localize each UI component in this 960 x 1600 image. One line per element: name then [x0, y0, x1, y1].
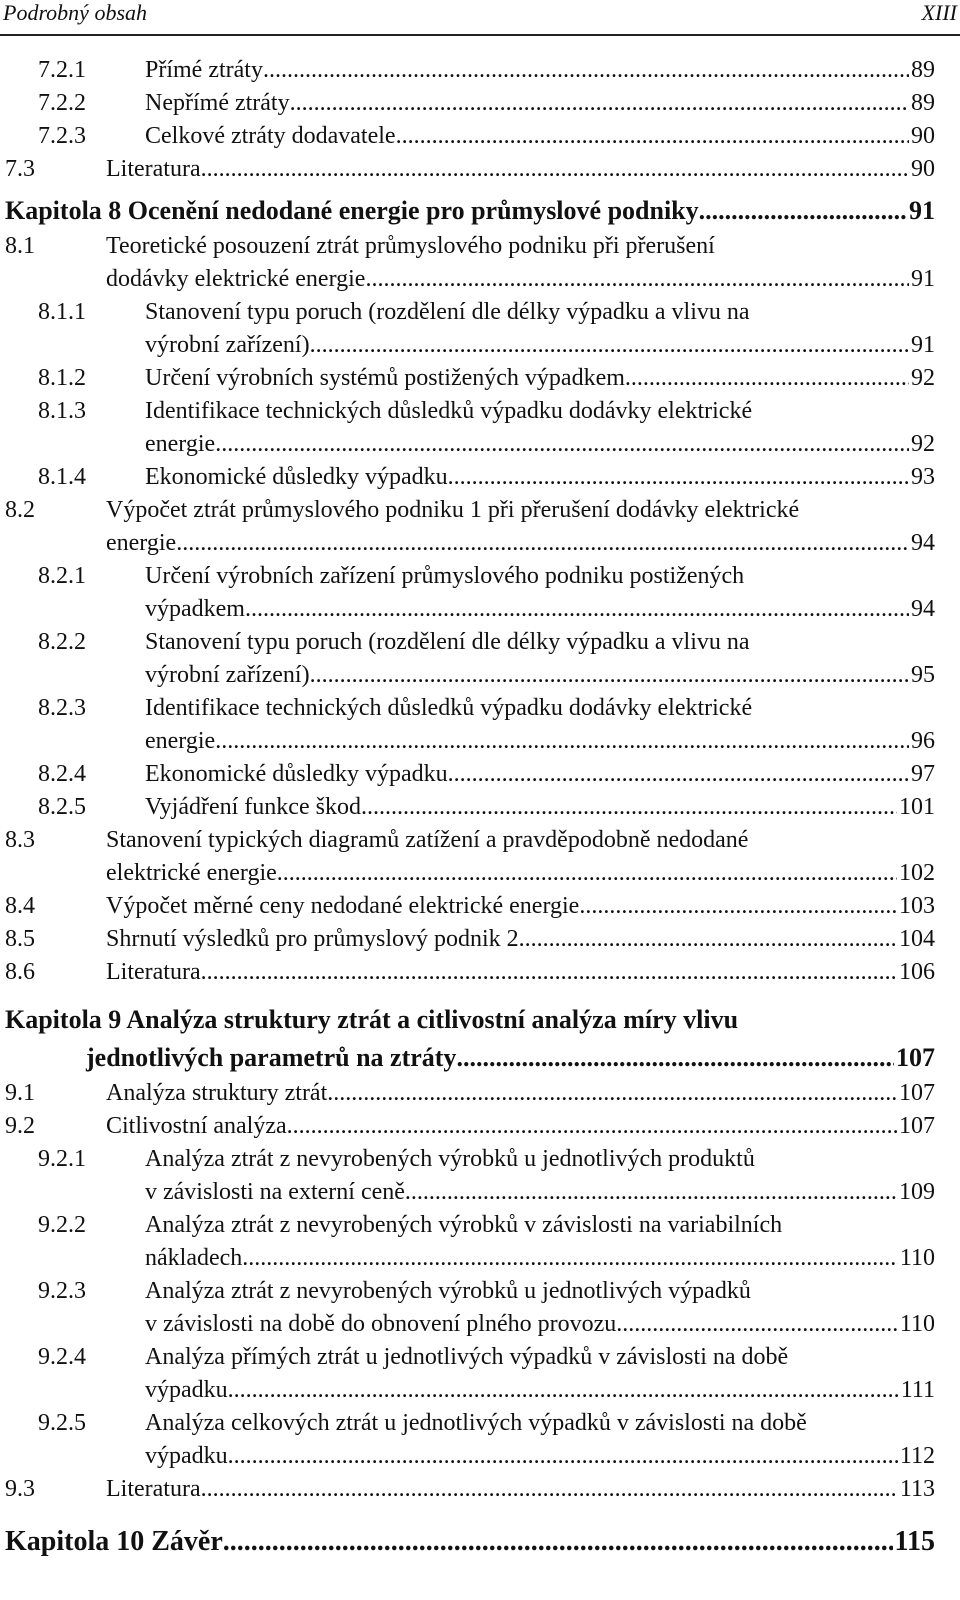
entry-number: 8.2.4: [38, 761, 86, 787]
entry-last-line: [145, 1440, 935, 1473]
entry-last-line: [106, 1110, 935, 1143]
entry-last-line: [145, 329, 935, 362]
dot-leader: [310, 659, 909, 692]
toc-section-entry: [0, 824, 960, 890]
entry-title: energie: [106, 530, 177, 556]
entry-page-number: 113: [899, 1476, 935, 1502]
entry-page-number: 109: [899, 1179, 935, 1205]
entry-last-line: [106, 1077, 935, 1110]
entry-last-line: [106, 263, 935, 296]
entry-title-line: Stanovení typických diagramů zatížení a pravděpodobně nedodané: [106, 827, 749, 853]
entry-last-line: [5, 1522, 935, 1562]
entry-number: 8.2.2: [38, 629, 86, 655]
dot-leader: [699, 192, 907, 230]
dot-leader: [223, 1522, 893, 1562]
entry-page-number: 89: [911, 90, 935, 116]
entry-last-line: [106, 1473, 935, 1506]
entry-title: Nepřímé ztráty: [145, 90, 290, 116]
entry-title-line: Analýza ztrát z nevyrobených výrobků v závislosti na variabilních: [145, 1212, 783, 1238]
entry-title-line: Analýza celkových ztrát u jednotlivých výpadků v závislosti na době: [145, 1410, 807, 1436]
entry-number: 8.3: [5, 827, 35, 853]
entry-page-number: 91: [911, 266, 935, 292]
entry-title-line: Analýza ztrát z nevyrobených výrobků u jednotlivých produktů: [145, 1146, 755, 1172]
entry-page-number: 95: [911, 662, 935, 688]
entry-last-line: [145, 461, 935, 494]
entry-page-number: 97: [911, 761, 935, 787]
entry-page-number: 92: [911, 365, 935, 391]
entry-number: 8.2.5: [38, 794, 86, 820]
dot-leader: [579, 890, 897, 923]
entry-number: 9.2.2: [38, 1212, 86, 1238]
toc-subsection-entry: [0, 791, 960, 824]
entry-number: 7.2.1: [38, 57, 86, 83]
entry-number: 8.1: [5, 233, 35, 259]
toc-section-entry: [0, 153, 960, 186]
entry-number: 8.1.4: [38, 464, 86, 490]
entry-number: 8.5: [5, 926, 35, 952]
entry-number: 9.2.3: [38, 1278, 86, 1304]
entry-number: 9.2.4: [38, 1344, 86, 1370]
entry-page-number: 111: [900, 1377, 935, 1403]
entry-page-number: 93: [911, 464, 935, 490]
entry-title: jednotlivých parametrů na ztráty: [86, 1043, 457, 1072]
entry-page-number: 110: [899, 1311, 935, 1337]
entry-title-line: Identifikace technických důsledků výpadku dodávky elektrické: [145, 695, 753, 721]
entry-page-number: 102: [899, 860, 935, 886]
entry-title: Přímé ztráty: [145, 57, 263, 83]
entry-title: výpadkem: [145, 596, 245, 622]
entry-last-line: [145, 120, 935, 153]
entry-page-number: 91: [911, 332, 935, 358]
entry-last-line: [145, 659, 935, 692]
dot-leader: [176, 527, 909, 560]
entry-title: energie: [145, 431, 216, 457]
entry-title-line: Teoretické posouzení ztrát průmyslového podniku při přerušení: [106, 233, 715, 259]
entry-number: 8.2.3: [38, 695, 86, 721]
entry-title: Vyjádření funkce škod: [145, 794, 361, 820]
dot-leader: [625, 362, 909, 395]
entry-last-line: [106, 153, 935, 186]
entry-last-line: [145, 1242, 935, 1275]
entry-page-number: 101: [899, 794, 935, 820]
entry-last-line: [106, 923, 935, 956]
entry-title: výpadku: [145, 1443, 228, 1469]
dot-leader: [201, 1473, 898, 1506]
toc-subsection-entry: [0, 758, 960, 791]
dot-leader: [215, 725, 909, 758]
entry-last-line: [145, 87, 935, 120]
entry-last-line: [145, 593, 935, 626]
entry-page-number: 112: [899, 1443, 935, 1469]
toc-subsection-entry: [0, 395, 960, 461]
entry-last-line: [145, 1374, 935, 1407]
entry-title: Kapitola 8 Ocenění nedodané energie pro průmyslové podniky: [5, 196, 699, 225]
entry-last-line: [106, 857, 935, 890]
toc-section-entry: [0, 230, 960, 296]
entry-title-line: Analýza ztrát z nevyrobených výrobků u jednotlivých výpadků: [145, 1278, 751, 1304]
entry-title-line: Stanovení typu poruch (rozdělení dle délky výpadku a vlivu na: [145, 299, 750, 325]
dot-leader: [245, 593, 909, 626]
entry-number: 8.4: [5, 893, 35, 919]
toc-section-entry: [0, 1110, 960, 1143]
entry-page-number: 92: [911, 431, 935, 457]
entry-title-line: Určení výrobních zařízení průmyslového podniku postižených: [145, 563, 745, 589]
entry-number: 9.2.1: [38, 1146, 86, 1172]
entry-page-number: 94: [911, 596, 935, 622]
entry-number: 8.1.2: [38, 365, 86, 391]
toc-subsection-entry: [0, 692, 960, 758]
table-of-contents: [0, 54, 960, 1562]
entry-page-number: 91: [909, 196, 935, 225]
entry-number: 9.3: [5, 1476, 35, 1502]
dot-leader: [287, 1110, 897, 1143]
dot-leader: [448, 758, 909, 791]
toc-subsection-entry: [0, 362, 960, 395]
entry-title: Určení výrobních systémů postižených výpadkem: [145, 365, 625, 391]
dot-leader: [242, 1242, 898, 1275]
entry-number: 7.2.2: [38, 90, 86, 116]
entry-title: výrobní zařízení): [145, 662, 310, 688]
dot-leader: [361, 791, 897, 824]
dot-leader: [405, 1176, 897, 1209]
dot-leader: [365, 263, 909, 296]
entry-last-line: [106, 956, 935, 989]
entry-last-line: [106, 527, 935, 560]
entry-title-line: Stanovení typu poruch (rozdělení dle délky výpadku a vlivu na: [145, 629, 750, 655]
entry-title: v závislosti na době do obnovení plného provozu: [145, 1311, 617, 1337]
entry-last-line: [145, 362, 935, 395]
entry-title: Shrnutí výsledků pro průmyslový podnik 2: [106, 926, 519, 952]
dot-leader: [290, 87, 909, 120]
entry-page-number: 107: [899, 1113, 935, 1139]
entry-title-line: Výpočet ztrát průmyslového podniku 1 při přerušení dodávky elektrické: [106, 497, 800, 523]
entry-page-number: 115: [894, 1526, 935, 1557]
dot-leader: [456, 1039, 894, 1077]
header-rule: [0, 34, 960, 36]
entry-last-line: [106, 890, 935, 923]
entry-number: 7.2.3: [38, 123, 86, 149]
entry-last-line: [145, 791, 935, 824]
toc-subsection-entry: [0, 296, 960, 362]
entry-number: 8.2.1: [38, 563, 86, 589]
entry-page-number: 107: [899, 1080, 935, 1106]
entry-number: 8.1.3: [38, 398, 86, 424]
entry-page-number: 103: [899, 893, 935, 919]
entry-page-number: 94: [911, 530, 935, 556]
toc-section-entry: [0, 1473, 960, 1506]
toc-subsection-entry: [0, 626, 960, 692]
entry-title: výpadku: [145, 1377, 228, 1403]
entry-title: Citlivostní analýza: [106, 1113, 287, 1139]
page-header: [0, 0, 960, 40]
entry-page-number: 90: [911, 123, 935, 149]
entry-title: Ekonomické důsledky výpadku: [145, 464, 448, 490]
dot-leader: [228, 1440, 898, 1473]
entry-number: 9.2: [5, 1113, 35, 1139]
entry-title: Analýza struktury ztrát: [106, 1080, 328, 1106]
entry-title: elektrické energie: [106, 860, 277, 886]
entry-number: 8.1.1: [38, 299, 86, 325]
dot-leader: [396, 120, 909, 153]
toc-subsection-entry: [0, 1275, 960, 1341]
entry-title: Literatura: [106, 156, 201, 182]
entry-title: Výpočet měrné ceny nedodané elektrické energie: [106, 893, 580, 919]
entry-last-line: [145, 54, 935, 87]
entry-title: v závislosti na externí ceně: [145, 1179, 405, 1205]
entry-title: dodávky elektrické energie: [106, 266, 366, 292]
toc-subsection-entry: [0, 120, 960, 153]
entry-page-number: 90: [911, 156, 935, 182]
toc-subsection-entry: [0, 54, 960, 87]
entry-page-number: 96: [911, 728, 935, 754]
entry-number: 9.2.5: [38, 1410, 86, 1436]
dot-leader: [201, 956, 897, 989]
running-title: Podrobný obsah: [3, 0, 148, 25]
entry-number: 7.3: [5, 156, 35, 182]
dot-leader: [277, 857, 897, 890]
entry-title: Celkové ztráty dodavatele: [145, 123, 396, 149]
toc-section-entry: [0, 1077, 960, 1110]
entry-last-line: [145, 725, 935, 758]
entry-last-line: [5, 1039, 935, 1077]
entry-number: 8.6: [5, 959, 35, 985]
toc-subsection-entry: [0, 1143, 960, 1209]
dot-leader: [310, 329, 909, 362]
entry-last-line: [145, 758, 935, 791]
entry-last-line: [145, 428, 935, 461]
dot-leader: [228, 1374, 899, 1407]
entry-number: 8.2: [5, 497, 35, 523]
toc-section-entry: [0, 494, 960, 560]
toc-subsection-entry: [0, 87, 960, 120]
entry-title: Ekonomické důsledky výpadku: [145, 761, 448, 787]
toc-subsection-entry: [0, 1407, 960, 1473]
toc-subsection-entry: [0, 560, 960, 626]
entry-title: výrobní zařízení): [145, 332, 310, 358]
entry-page-number: 104: [899, 926, 935, 952]
page-number: XIII: [921, 0, 957, 25]
entry-title: Literatura: [106, 1476, 201, 1502]
toc-section-entry: [0, 956, 960, 989]
toc-section-entry: [0, 923, 960, 956]
entry-title-line: Identifikace technických důsledků výpadku dodávky elektrické: [145, 398, 753, 424]
entry-last-line: [145, 1176, 935, 1209]
dot-leader: [616, 1308, 898, 1341]
entry-page-number: 106: [899, 959, 935, 985]
toc-chapter-entry: [0, 1001, 960, 1077]
dot-leader: [448, 461, 909, 494]
entry-title: Kapitola 10 Závěr: [5, 1526, 223, 1557]
entry-page-number: 110: [899, 1245, 935, 1271]
toc-section-entry: [0, 890, 960, 923]
dot-leader: [201, 153, 909, 186]
entry-number: 9.1: [5, 1080, 35, 1106]
entry-last-line: [145, 1308, 935, 1341]
toc-chapter-entry: [0, 1522, 960, 1562]
entry-title: energie: [145, 728, 216, 754]
entry-title-line: Kapitola 9 Analýza struktury ztrát a citlivostní analýza míry vlivu: [5, 1005, 739, 1034]
toc-subsection-entry: [0, 1341, 960, 1407]
entry-last-line: [5, 192, 935, 230]
toc-subsection-entry: [0, 461, 960, 494]
entry-page-number: 107: [896, 1043, 935, 1072]
entry-title-line: Analýza přímých ztrát u jednotlivých výpadků v závislosti na době: [145, 1344, 789, 1370]
dot-leader: [215, 428, 909, 461]
entry-title: nákladech: [145, 1245, 243, 1271]
entry-title: Literatura: [106, 959, 201, 985]
entry-page-number: 89: [911, 57, 935, 83]
toc-subsection-entry: [0, 1209, 960, 1275]
dot-leader: [519, 923, 897, 956]
toc-chapter-entry: [0, 192, 960, 230]
dot-leader: [263, 54, 909, 87]
dot-leader: [327, 1077, 897, 1110]
